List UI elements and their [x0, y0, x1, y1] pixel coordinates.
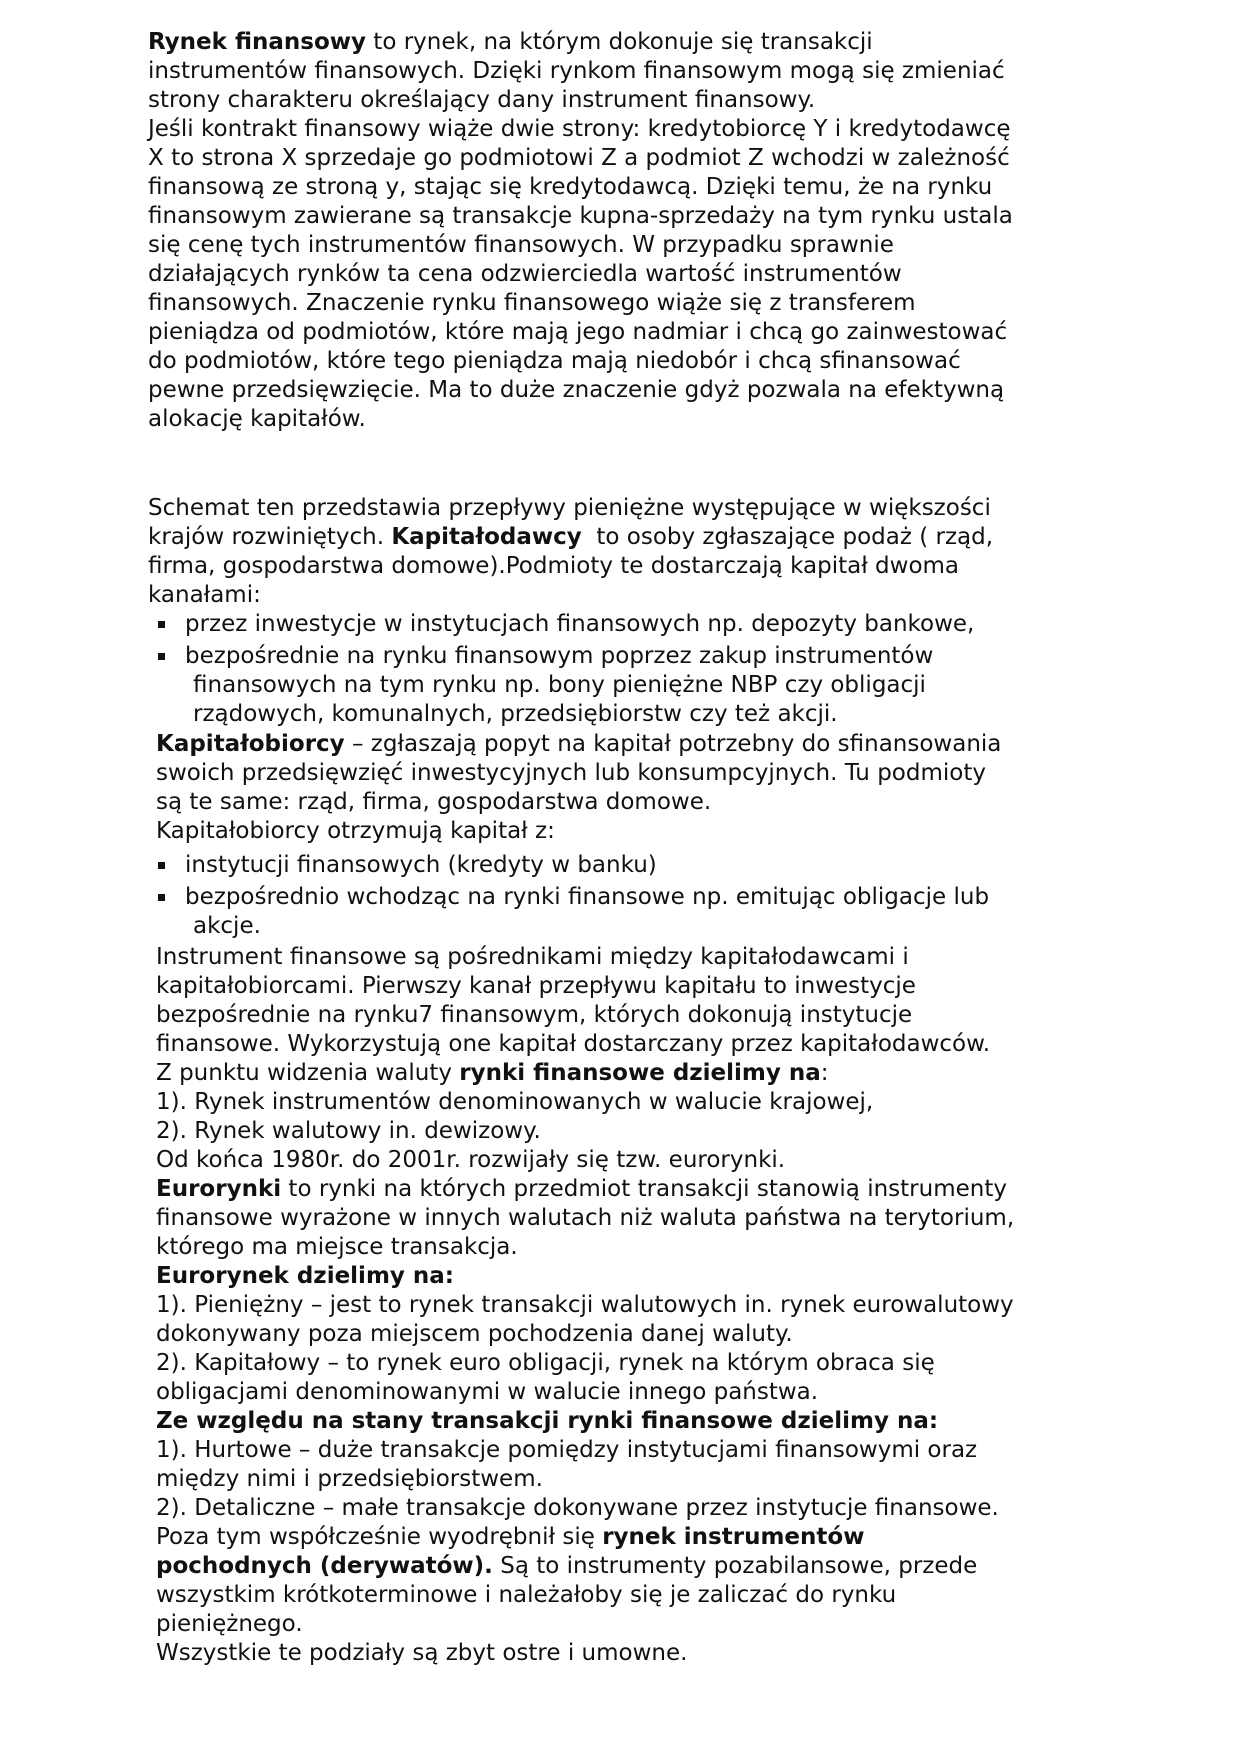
text-line: Schemat ten przedstawia przepływy pieniężne występujące w większości: [148, 495, 991, 521]
text-line: firma, gospodarstwa domowe).Podmioty te dostarczają kapitał dwoma: [148, 553, 960, 579]
text-line: Instrument finansowe są pośrednikami między kapitałodawcami i: [156, 944, 909, 970]
text-line: Wszystkie te podziały są zbyt ostre i umowne.: [156, 1640, 688, 1666]
bullet-item: instytucji finansowych (kredyty w banku): [158, 851, 657, 880]
text-line: finansowych. Znaczenie rynku finansowego wiąże się z transferem: [148, 290, 916, 316]
text-line: Kapitałobiorcy – zgłaszają popyt na kapitał potrzebny do sfinansowania: [156, 731, 1002, 757]
term-rynek-finansowy: Rynek finansowy: [148, 29, 366, 55]
text-line: X to strona X sprzedaje go podmiotowi Z a podmiot Z wchodzi w zależność: [148, 145, 1010, 171]
text-line: Z punktu widzenia waluty rynki finansowe dzielimy na:: [156, 1060, 829, 1086]
text-line: się cenę tych instrumentów finansowych. W przypadku sprawnie: [148, 232, 894, 258]
text-line: Eurorynki to rynki na których przedmiot transakcji stanowią instrumenty: [156, 1176, 1007, 1202]
text-line: dokonywany poza miejscem pochodzenia danej waluty.: [156, 1321, 793, 1347]
paragraph-schemat: [148, 494, 993, 610]
text-line: wszystkim krótkoterminowe i należałoby się je zaliczać do rynku: [156, 1582, 897, 1608]
term-kapitalodawcy: Kapitałodawcy: [391, 524, 582, 550]
text-line: bezpośrednie na rynku7 finansowym, których dokonują instytucje: [156, 1002, 913, 1028]
paragraph-instrumenty: [156, 943, 1014, 1668]
bullet-icon: [158, 621, 165, 628]
bullet-item: przez inwestycje w instytucjach finansowych np. depozyty bankowe,: [158, 610, 974, 639]
text-line: Kapitałobiorcy otrzymują kapitał z:: [156, 818, 555, 844]
term-rynki-finansowe-dzielimy: rynki finansowe dzielimy na: [459, 1060, 821, 1086]
bullet-item: bezpośrednie na rynku finansowym poprzez zakup instrumentów finansowych na tym rynku np. bony pieniężne NBP czy obligacji rządowych, komunalnych, przedsiębiorstw czy też akcji.: [158, 642, 933, 729]
bullet-icon: [158, 653, 165, 660]
text-line: Rynek finansowy to rynek, na którym dokonuje się transakcji: [148, 29, 873, 55]
text-line: Poza tym współcześnie wyodrębnił się rynek instrumentów: [156, 1524, 865, 1550]
text-line: do podmiotów, które tego pieniądza mają niedobór i chcą sfinansować: [148, 348, 961, 374]
text-line: strony charakteru określający dany instrument finansowy.: [148, 87, 816, 113]
text-line: 2). Rynek walutowy in. dewizowy.: [156, 1118, 541, 1144]
term-pochodnych: pochodnych (derywatów).: [156, 1553, 493, 1579]
bullet-item: bezpośrednio wchodząc na rynki finansowe np. emitując obligacje lub akcje.: [158, 883, 989, 941]
text-line: pochodnych (derywatów). Są to instrumenty pozabilansowe, przede: [156, 1553, 978, 1579]
text-line: 2). Detaliczne – małe transakcje dokonywane przez instytucje finansowe.: [156, 1495, 999, 1521]
term-rynek-instrumentow: rynek instrumentów: [602, 1524, 865, 1550]
bullet-icon: [158, 894, 165, 901]
subheading: Ze względu na stany transakcji rynki finansowe dzielimy na:: [156, 1408, 939, 1434]
bullet-icon: [158, 862, 165, 869]
text-line: kanałami:: [148, 582, 261, 608]
term-kapitalobiorcy: Kapitałobiorcy: [156, 731, 345, 757]
text-line: są te same: rząd, firma, gospodarstwa domowe.: [156, 789, 712, 815]
subheading: Eurorynek dzielimy na:: [156, 1263, 455, 1289]
text-line: finansowym zawierane są transakcje kupna-sprzedaży na tym rynku ustala: [148, 203, 1013, 229]
text-line: instrumentów finansowych. Dzięki rynkom finansowym mogą się zmieniać: [148, 58, 1005, 84]
text-line: między nimi i przedsiębiorstwem.: [156, 1466, 543, 1492]
text-line: 2). Kapitałowy – to rynek euro obligacji, rynek na którym obraca się: [156, 1350, 935, 1376]
text-line: 1). Pieniężny – jest to rynek transakcji walutowych in. rynek eurowalutowy: [156, 1292, 1014, 1318]
paragraph-rynek-finansowy: [148, 28, 1013, 434]
text-line: finansowe wyrażone w innych walutach niż waluta państwa na terytorium,: [156, 1205, 1015, 1231]
term-eurorynki: Eurorynki: [156, 1176, 282, 1202]
text-line: pieniężnego.: [156, 1611, 303, 1637]
text-line: Od końca 1980r. do 2001r. rozwijały się tzw. eurorynki.: [156, 1147, 786, 1173]
text-line: obligacjami denominowanymi w walucie innego państwa.: [156, 1379, 819, 1405]
text-line: pieniądza od podmiotów, które mają jego nadmiar i chcą go zainwestować: [148, 319, 1008, 345]
text-line: 1). Rynek instrumentów denominowanych w walucie krajowej,: [156, 1089, 874, 1115]
text-line: swoich przedsięwzięć inwestycyjnych lub konsumpcyjnych. Tu podmioty: [156, 760, 986, 786]
text-line: krajów rozwiniętych. Kapitałodawcy to osoby zgłaszające podaż ( rząd,: [148, 524, 994, 550]
text-line: Jeśli kontrakt finansowy wiąże dwie strony: kredytobiorcę Y i kredytodawcę: [148, 116, 1011, 142]
text-line: którego ma miejsce transakcja.: [156, 1234, 518, 1260]
paragraph-kapitalobiorcy: [156, 730, 1001, 846]
text-line: finansową ze stroną y, stając się kredytodawcą. Dzięki temu, że na rynku: [148, 174, 993, 200]
text-line: alokację kapitałów.: [148, 406, 366, 432]
text-line: kapitałobiorcami. Pierwszy kanał przepływu kapitału to inwestycje: [156, 973, 916, 999]
text-line: 1). Hurtowe – duże transakcje pomiędzy instytucjami finansowymi oraz: [156, 1437, 978, 1463]
text-line: działających rynków ta cena odzwierciedla wartość instrumentów: [148, 261, 902, 287]
text-line: finansowe. Wykorzystują one kapitał dostarczany przez kapitałodawców.: [156, 1031, 991, 1057]
text-line: pewne przedsięwzięcie. Ma to duże znaczenie gdyż pozwala na efektywną: [148, 377, 1005, 403]
